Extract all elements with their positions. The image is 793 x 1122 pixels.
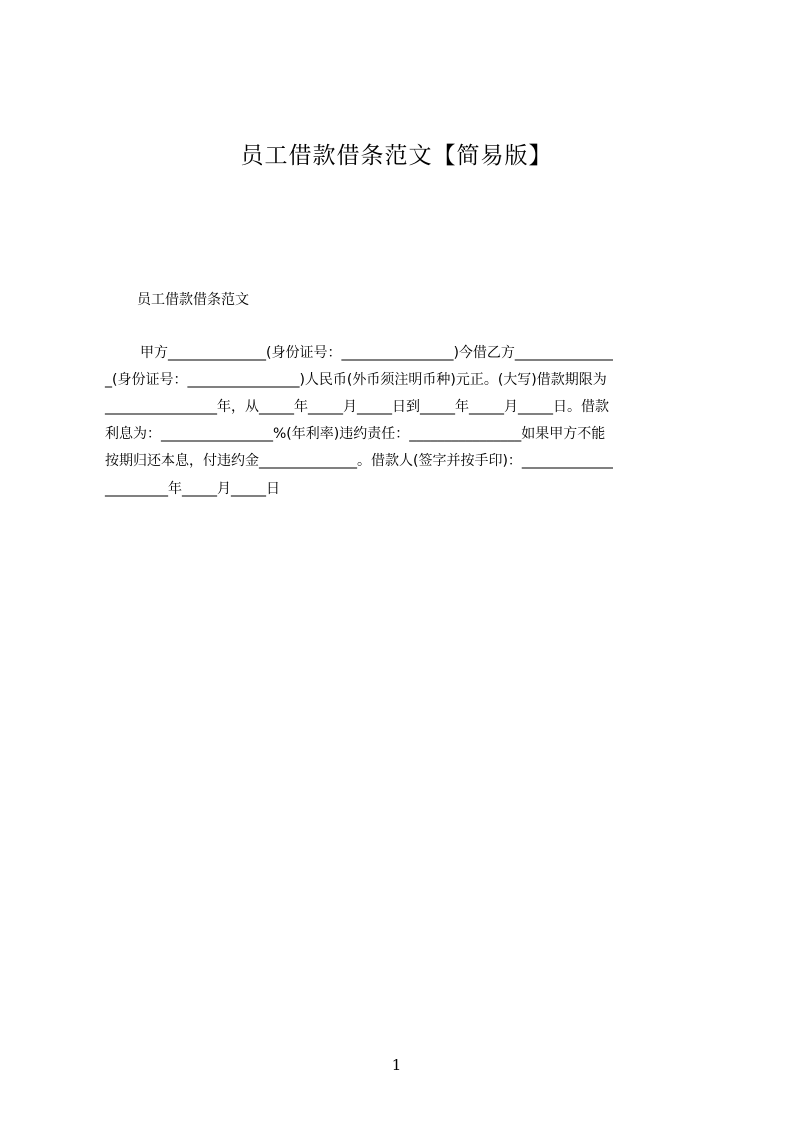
document-title: 员工借款借条范文【简易版】 [240,143,553,169]
section-heading: 员工借款借条范文 [137,292,249,308]
body-line-3: ________________年，从_____年_____月_____日到_____年_____月_____日。借款 [105,399,609,415]
page-number: 1 [391,1056,402,1074]
body-line-4: 利息为：________________%(年利率)违约责任：________________如果甲方不能 [105,426,606,442]
body-line-5: 按期归还本息，付违约金______________。借款人(签字并按手印)：_____________ [105,453,613,469]
body-line-2: _(身份证号：________________)人民币(外币须注明币种)元正。(大写)借款期限为 [105,372,607,388]
body-line-1: 甲方______________(身份证号：________________)今借乙方______________ [140,345,613,361]
body-line-6: _________年_____月_____日 [105,481,280,497]
